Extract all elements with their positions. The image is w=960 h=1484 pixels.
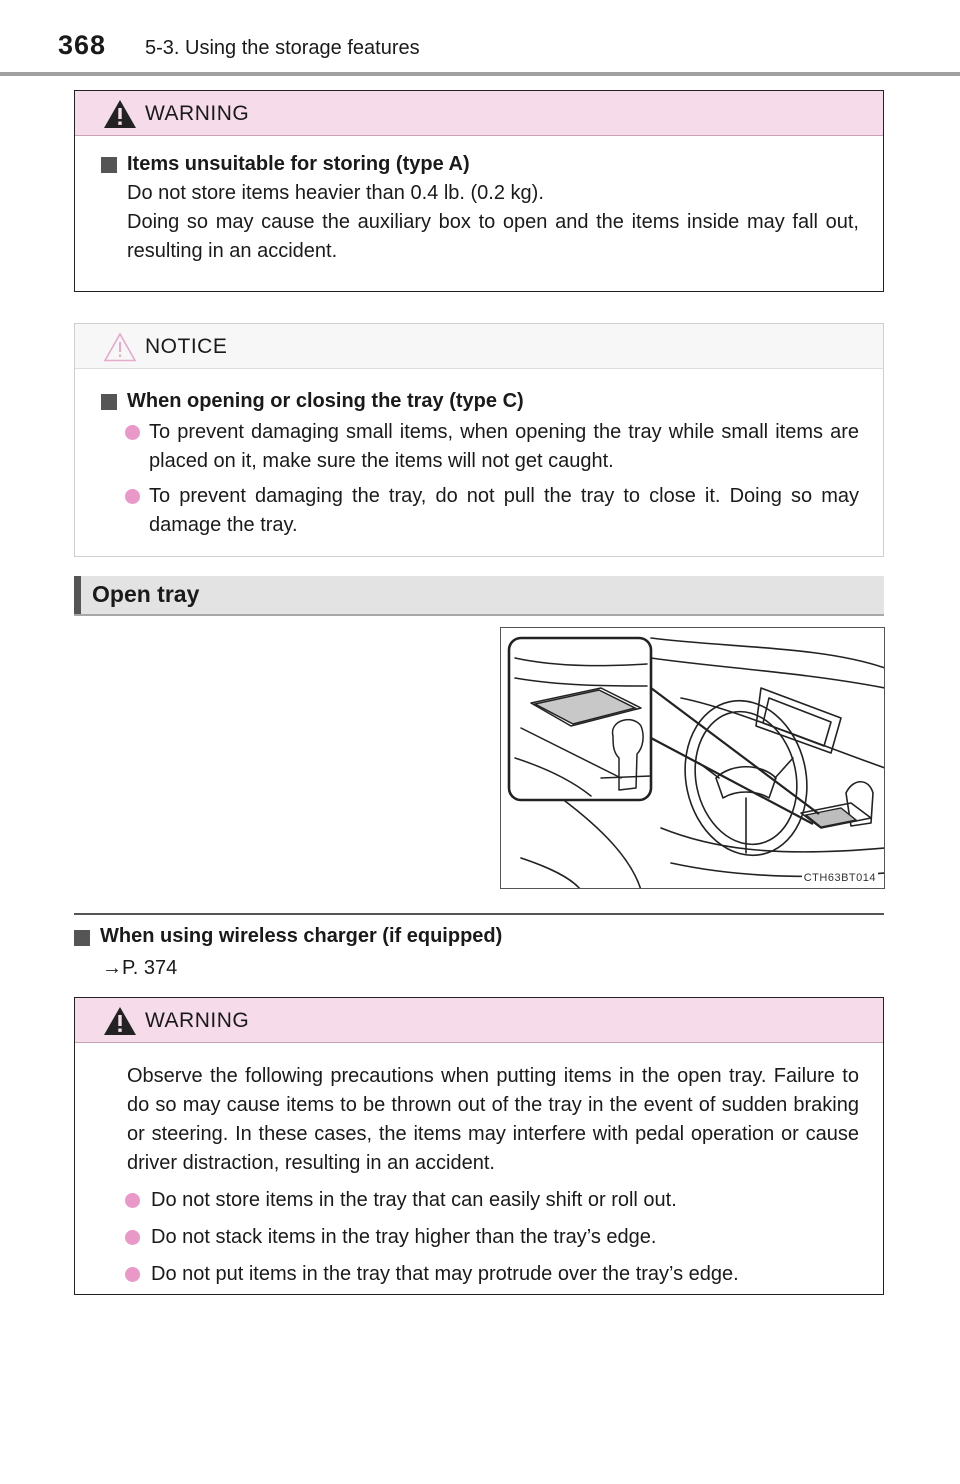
notice-title: NOTICE xyxy=(145,335,228,358)
warning-bullet xyxy=(101,1223,859,1252)
bullet-dot-icon xyxy=(125,1230,140,1245)
notice-box-tray xyxy=(74,323,884,557)
section-bar-accent xyxy=(74,576,81,614)
notice-header xyxy=(75,324,883,369)
warning-text-line2: Doing so may cause the auxiliary box to open and the items inside may fall out, resulting in an accident. xyxy=(127,211,859,262)
notice-bullet xyxy=(101,418,859,476)
warning-box-open-tray xyxy=(74,997,884,1295)
bullet-dot-icon xyxy=(125,425,140,440)
warning-box-storage xyxy=(74,90,884,292)
square-bullet-icon xyxy=(101,394,117,410)
bullet-dot-icon xyxy=(125,1193,140,1208)
warning-header xyxy=(75,91,883,136)
figure-code: CTH63BT014 xyxy=(803,872,876,884)
caution-triangle-icon xyxy=(103,332,137,362)
warning-heading-text: Items unsuitable for storing (type A) xyxy=(127,153,470,175)
notice-bullet xyxy=(101,482,859,540)
warning-title: WARNING xyxy=(145,1009,250,1032)
warning-intro-text: Observe the following precautions when putting items in the open tray. Failure to do so may cause items to be thrown out of the tray in the event of sudden braking or steering. In these cases, the items may interfere with pedal operation or cause driver distraction, resulting in an accident. xyxy=(127,1065,859,1174)
section-title: 5-3. Using the storage features xyxy=(145,37,420,59)
bullet-dot-icon xyxy=(125,489,140,504)
page-number: 368 xyxy=(58,30,107,60)
notice-heading xyxy=(101,387,859,416)
section-bar-open-tray xyxy=(74,576,884,616)
square-bullet-icon xyxy=(74,930,90,946)
warning-bullet-text: Do not put items in the tray that may protrude over the tray’s edge. xyxy=(151,1263,739,1285)
warning-text-line1: Do not store items heavier than 0.4 lb. (0.2 kg). xyxy=(127,182,544,204)
warning-header xyxy=(75,998,883,1043)
dashboard-tray-drawing xyxy=(501,628,885,889)
section-bar-title: Open tray xyxy=(92,581,200,607)
warning-bullet-text: Do not store items in the tray that can easily shift or roll out. xyxy=(151,1189,677,1211)
square-bullet-icon xyxy=(101,157,117,173)
warning-bullet xyxy=(101,1186,859,1215)
warning-bullet-text: Do not stack items in the tray higher than the tray’s edge. xyxy=(151,1226,657,1248)
warning-heading xyxy=(101,150,859,179)
warning-title: WARNING xyxy=(145,102,250,125)
section-divider xyxy=(74,913,884,915)
warning-bullet xyxy=(101,1260,859,1289)
notice-bullet-text: To prevent damaging small items, when opening the tray while small items are placed on it, make sure the items will not get caught. xyxy=(149,421,859,472)
wireless-charger-heading-text: When using wireless charger (if equipped) xyxy=(100,925,503,947)
notice-bullet-text: To prevent damaging the tray, do not pull the tray to close it. Doing so may damage the tray. xyxy=(149,485,859,536)
open-tray-illustration xyxy=(500,627,885,889)
warning-triangle-icon xyxy=(103,99,137,129)
header-divider xyxy=(0,72,960,76)
warning-triangle-icon xyxy=(103,1006,137,1036)
wireless-charger-heading xyxy=(74,925,502,948)
notice-heading-text: When opening or closing the tray (type C) xyxy=(127,390,524,412)
bullet-dot-icon xyxy=(125,1267,140,1282)
page-reference-link[interactable]: →P. 374 xyxy=(102,957,178,979)
